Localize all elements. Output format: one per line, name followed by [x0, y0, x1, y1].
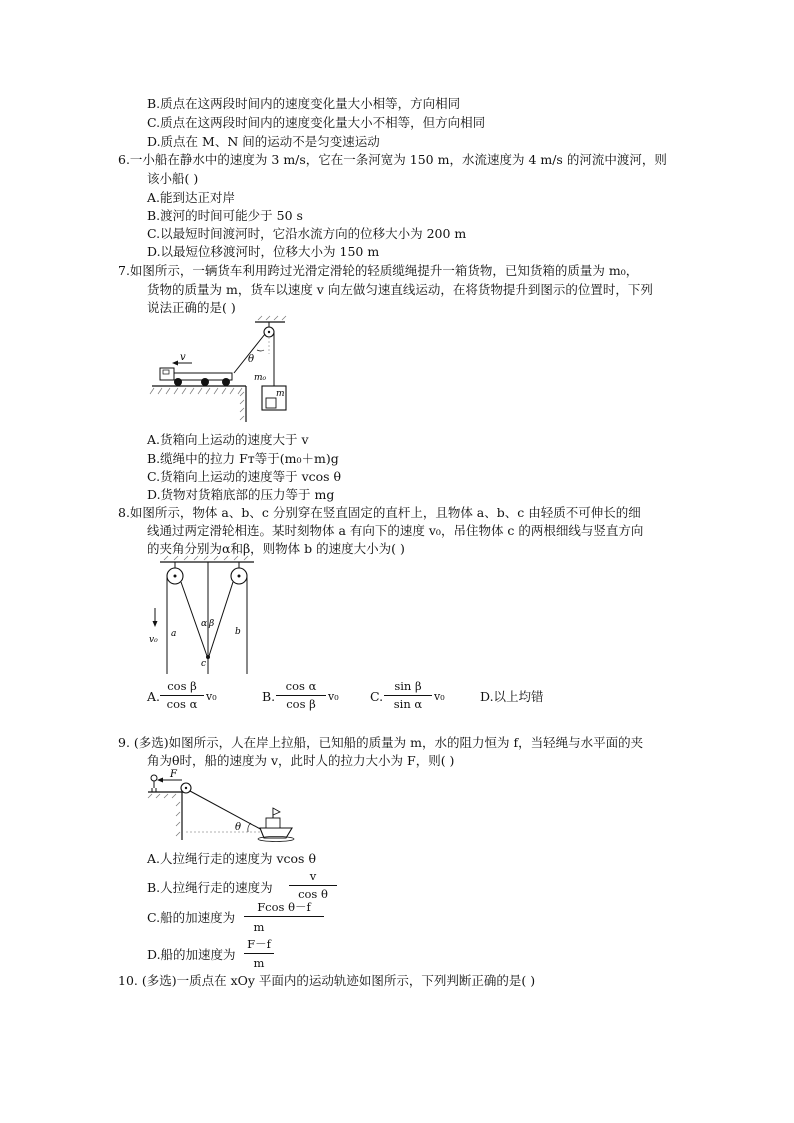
- q8-option-a-label: A.: [147, 689, 161, 704]
- q5-option-b: B.质点在这两段时间内的速度变化量大小相等，方向相同: [147, 96, 461, 111]
- q9-option-c-label: C.船的加速度为: [147, 910, 236, 925]
- q9-option-c-fraction-bar: [244, 916, 324, 917]
- q9-option-b-fraction-bar: [289, 885, 337, 886]
- q9-stem-line2: 角为θ时，船的速度为 v，此时人的拉力大小为 F，则( ): [147, 753, 455, 768]
- q9-option-c-numerator: Fcos θ－f: [257, 900, 311, 914]
- q8-option-a-numerator: cos β: [167, 679, 197, 693]
- q7-stem-line1: 7.如图所示，一辆货车利用跨过光滑定滑轮的轻质缆绳提升一箱货物，已知货箱的质量为 m₀，: [118, 263, 639, 278]
- q8-option-b-denominator: cos β: [286, 697, 316, 711]
- q8-fig-beta-label: β: [209, 619, 215, 629]
- q7-option-d: D.货物对货箱底部的压力等于 mg: [147, 487, 335, 502]
- q9-option-d-label: D.船的加速度为: [147, 947, 236, 962]
- q9-fig-theta-label: θ: [235, 822, 242, 833]
- truck-pulley-figure: [148, 318, 288, 428]
- q5-option-c: C.质点在这两段时间内的速度变化量大小不相等，但方向相同: [147, 115, 486, 130]
- q8-option-b-numerator: cos α: [285, 679, 317, 693]
- q7-fig-m-label: m: [276, 389, 285, 399]
- q8-option-b-label: B.: [262, 689, 276, 704]
- q9-option-b-denominator: cos θ: [298, 887, 328, 901]
- q8-option-c-fraction-bar: [384, 695, 432, 696]
- q7-stem-line2: 货物的质量为 m，货车以速度 v 向左做匀速直线运动，在将货物提升到图示的位置时，下列: [147, 282, 653, 297]
- q9-option-a: A.人拉绳行走的速度为 vcos θ: [147, 851, 316, 866]
- q9-fig-f-label: F: [170, 769, 177, 780]
- q7-option-a: A.货箱向上运动的速度大于 v: [147, 432, 309, 447]
- q8-fig-alpha-label: α: [201, 619, 208, 629]
- q7-option-c: C.货箱向上运动的速度等于 vcos θ: [147, 469, 342, 484]
- q6-option-d: D.以最短位移渡河时，位移大小为 150 m: [147, 244, 380, 259]
- q7-fig-theta-label: θ: [248, 354, 255, 365]
- q9-option-d-fraction-bar: [244, 953, 274, 954]
- q9-option-d-denominator: m: [253, 956, 265, 970]
- q8-stem-line1: 8.如图所示，物体 a、b、c 分别穿在竖直固定的直杆上，且物体 a、b、c 由轻质不可伸长的细: [118, 505, 641, 520]
- q8-fig-v0-label: v₀: [149, 635, 158, 645]
- q8-option-c-denominator: sin α: [393, 697, 423, 711]
- q6-option-a: A.能到达正对岸: [147, 190, 236, 205]
- q9-option-c-denominator: m: [253, 920, 265, 934]
- q8-stem-line2: 线通过两定滑轮相连。某时刻物体 a 有向下的速度 v₀，吊住物体 c 的两根细线与竖直方向: [147, 523, 644, 538]
- q9-stem-line1: 9. (多选)如图所示，人在岸上拉船，已知船的质量为 m，水的阻力恒为 f，当轻绳与水平面的夹: [118, 735, 644, 750]
- q8-option-a-denominator: cos α: [166, 697, 198, 711]
- q9-option-b-numerator: v: [309, 869, 317, 883]
- q8-option-d: D.以上均错: [480, 689, 544, 704]
- q6-stem-line1: 6.一小船在静水中的速度为 3 m/s，它在一条河宽为 150 m，水流速度为 4 m/s 的河流中渡河，则: [118, 152, 667, 167]
- q6-option-c: C.以最短时间渡河时，它沿水流方向的位移大小为 200 m: [147, 226, 467, 241]
- q8-fig-a-label: a: [171, 629, 177, 639]
- q8-option-a-tail: v₀: [206, 690, 217, 703]
- q9-option-d-numerator: F－f: [247, 937, 271, 951]
- q5-option-d: D.质点在 M、N 间的运动不是匀变速运动: [147, 134, 380, 149]
- q7-fig-v-label: v: [180, 352, 186, 363]
- boat-towing-figure: [146, 768, 296, 848]
- q8-option-c-numerator: sin β: [394, 679, 422, 693]
- q9-option-b-label: B.人拉绳行走的速度为: [147, 880, 273, 895]
- q7-fig-m0-label: m₀: [254, 373, 267, 383]
- q8-fig-c-label: c: [201, 659, 207, 669]
- three-body-pulley-figure: [146, 558, 256, 678]
- q6-stem-line2: 该小船( ): [147, 171, 199, 186]
- q8-option-c-label: C.: [370, 689, 384, 704]
- q7-option-b: B.缆绳中的拉力 Fᴛ等于(m₀＋m)g: [147, 451, 339, 466]
- q6-option-b: B.渡河的时间可能少于 50 s: [147, 208, 303, 223]
- q10-stem: 10. (多选)一质点在 xOy 平面内的运动轨迹如图所示，下列判断正确的是( ): [118, 973, 536, 988]
- q7-stem-line3: 说法正确的是( ): [147, 300, 236, 315]
- q8-option-c-tail: v₀: [434, 690, 445, 703]
- q8-option-b-tail: v₀: [328, 690, 339, 703]
- q8-fig-b-label: b: [235, 627, 241, 637]
- q8-stem-line3: 的夹角分别为α和β，则物体 b 的速度大小为( ): [147, 541, 405, 556]
- q8-option-a-fraction-bar: [160, 695, 204, 696]
- q8-option-b-fraction-bar: [276, 695, 326, 696]
